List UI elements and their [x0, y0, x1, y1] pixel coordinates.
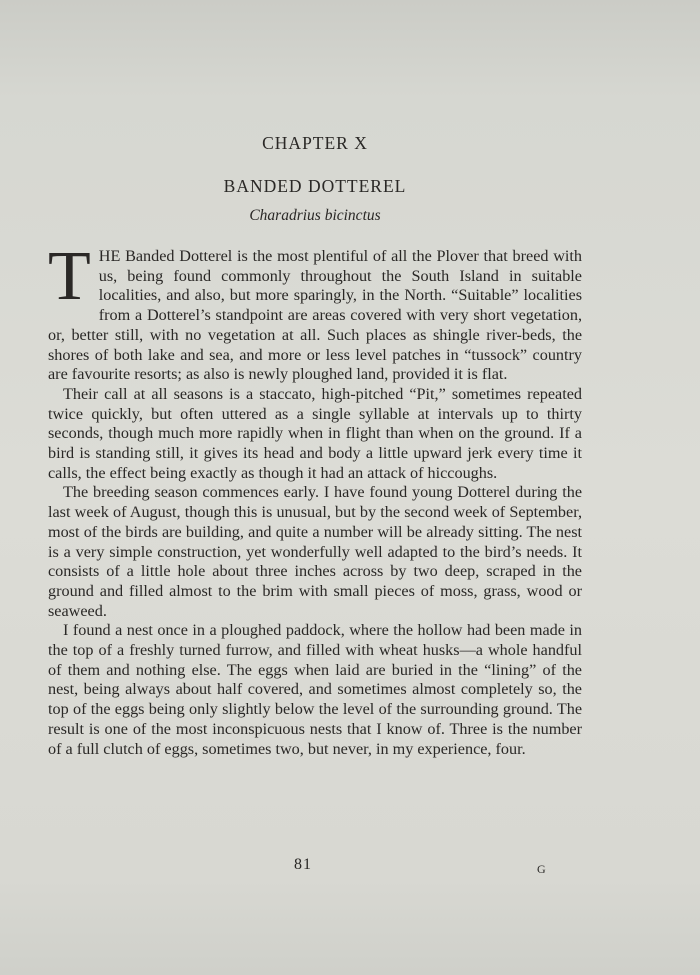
- chapter-heading: CHAPTER X: [262, 133, 368, 153]
- paragraph-text: HE Banded Dotterel is the most plentiful of all the Plover that breed with us, being found commonly throughout the South Island in suitable localities, and also, but more sparingly, in the North. “Suitable” localities from a Dotterel’s standpoint are areas covered with very short vegetation, or, better still, with no vegetation at all. Such places as shingle river-beds, the shores of both lake and sea, and more or less level patches in “tussock” country are favourite resorts; as also is newly ploughed land, provided it is flat.: [48, 247, 582, 384]
- paragraph-3: The breeding season commences early. I have found young Dotterel during the last week of August, though this is unusual, but by the second week of September, most of the birds are building, and quite a number will be already sitting. The nest is a very simple construction, yet wonderfully well adapted to the bird’s needs. It consists of a little hole about three inches across by two deep, scraped in the ground and filled almost to the brim with small pieces of moss, grass, wood or seaweed.: [48, 483, 582, 620]
- page-number: 81: [294, 856, 312, 873]
- signature-mark: G: [537, 862, 546, 876]
- paragraph-1: [48, 238, 582, 385]
- chapter-title: BANDED DOTTEREL: [223, 176, 407, 196]
- drop-cap: T: [48, 238, 91, 315]
- paragraph-4: I found a nest once in a ploughed paddock, where the hollow had been made in the top of a freshly turned furrow, and filled with wheat husks—a whole handful of them and nothing else. The eggs when laid are buried in the “lining” of the nest, being always about half covered, and sometimes almost completely so, the top of the eggs being only slightly below the level of the surrounding ground. The result is one of the most inconspicuous nests that I know of. Three is the number of a full clutch of eggs, sometimes two, but never, in my experience, four.: [48, 621, 582, 758]
- book-page: [48, 0, 582, 975]
- body-text: [48, 238, 582, 759]
- paragraph-2: Their call at all seasons is a staccato, high-pitched “Pit,” sometimes repeated twice quickly, but often uttered as a single syllable at intervals up to thirty seconds, though much more rapidly when in flight than when on the ground. If a bird is standing still, it gives its head and body a little upward jerk every time it calls, the effect being exactly as though it had an attack of hiccoughs.: [48, 384, 582, 482]
- species-name: Charadrius bicinctus: [249, 207, 381, 224]
